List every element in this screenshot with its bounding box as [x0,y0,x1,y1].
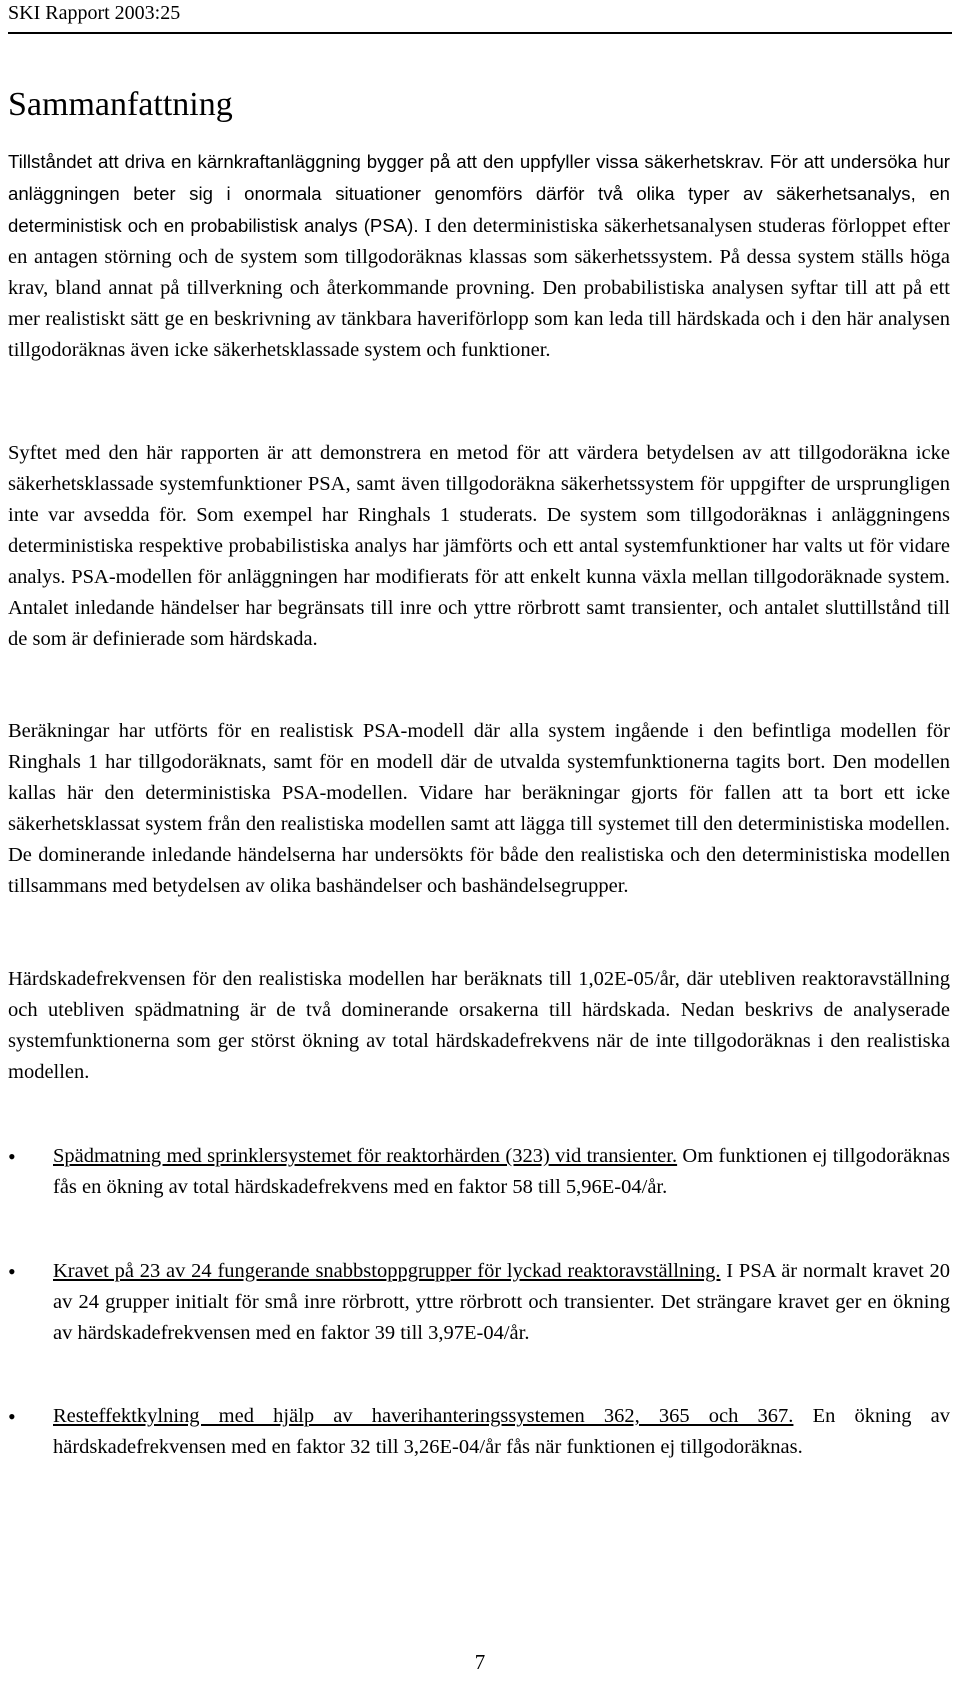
bullet-title: Kravet på 23 av 24 fungerande snabbstoppgrupper för lyckad reaktoravställning. [53,1260,721,1282]
paragraph-2: Syftet med den här rapporten är att demonstrera en metod för att värdera betydelsen av att tillgodoräkna icke säkerhetsklassade systemfunktioner PSA, samt även tillgodoräkna säkerhetssystem för uppgifter de ursprungligen inte var avsedda för. Som exempel har Ringhals 1 studerats. De system som tillgodoräknas i anläggningens deterministiska respektive probabilistiska analys har jämförts och ett antal systemfunktioner har valts ut för vidare analys. PSA-modellen för anläggningen har modifierats för att enkelt kunna växla mellan tillgodoräknade system. Antalet inledande händelser har begränsats till inre och yttre rörbrott samt transienter, och antalet sluttillstånd till de som är definierade som härdskada. [8,442,950,650]
paragraph-4: Härdskadefrekvensen för den realistiska modellen har beräknats till 1,02E-05/år, där utebliven reaktoravställning och utebliven spädmatning är de två dominerande orsakerna till härdskada. Nedan beskrivs de analyserade systemfunktionerna som ger störst ökning av total härdskadefrekvens när de inte tillgodoräknas i den realistiska modellen. [8,968,950,1083]
paragraph-1-serif-part: I den deterministiska säkerhetsanalysen studeras förloppet efter en antagen störning och de system som tillgodoräknas klassas som säkerhetssystem. På dessa system ställs höga krav, bland annat på tillverkning och återkommande provning. Den probabilistiska analysen syftar till att på ett mer realistiskt sätt ge en beskrivning av tänkbara haveriförlopp som kan leda till härdskada och i den här analysen tillgodoräknas även icke säkerhetsklassade system och funktioner. [8,215,950,361]
bullet-title: Spädmatning med sprinklersystemet för reaktorhärden (323) vid transienter. [53,1145,678,1167]
paragraph-3: Beräkningar har utförts för en realistisk PSA-modell där alla system ingående i den befintliga modellen för Ringhals 1 har tillgodoräknats, samt för en modell där de utvalda systemfunktionerna tagits bort. Den modellen kallas här den deterministiska PSA-modellen. Vidare har beräkningar gjorts för fallen att ta bort ett icke säkerhetsklassat system från den realistiska modellen samt att lägga till systemet till den deterministiska modellen. De dominerande inledande händelserna har undersökts för både den realistiska och den deterministiska modellen tillsammans med betydelsen av olika bashändelser och bashändelsegrupper. [8,720,950,897]
bullet-body: I PSA är normalt kravet 20 av 24 grupper initialt för små inre rörbrott, yttre rörbrott och transienter. Det strängare kravet ger en ökning av härdskadefrekvensen med en faktor 39 till 3,97E-04/år. [53,1260,950,1344]
bullet-text [53,1401,950,1463]
bullet-body: En ökning av härdskadefrekvensen med en faktor 32 till 3,26E-04/år fås när funktionen ej tillgodoräknas. [53,1405,950,1458]
report-id: SKI Rapport 2003:25 [8,2,181,24]
page-header [8,0,952,34]
bullet-body: Om funktionen ej tillgodoräknas fås en ökning av total härdskadefrekvens med en faktor 58 till 5,96E-04/år. [53,1145,950,1198]
page-title: Sammanfattning [8,86,233,123]
bullet-symbol: • [8,1259,16,1284]
bullet-text [53,1141,950,1203]
paragraph-1 [8,146,950,366]
bullet-symbol: • [8,1404,16,1429]
bullet-symbol: • [8,1144,16,1169]
bullet-text [53,1256,950,1349]
bullet-title: Resteffektkylning med hjälp av haverihanteringssystemen 362, 365 och 367. [53,1405,794,1427]
page-number: 7 [474,1650,486,1674]
paragraph-1-sans-part: Tillståndet att driva en kärnkraftanläggning bygger på att den uppfyller vissa säkerhetskrav. För att undersöka hur anläggningen beter sig i onormala situationer genomförs därför två olika typer av säkerhetsanalys, en deterministisk och en probabilistisk analys (PSA). [8,151,950,236]
